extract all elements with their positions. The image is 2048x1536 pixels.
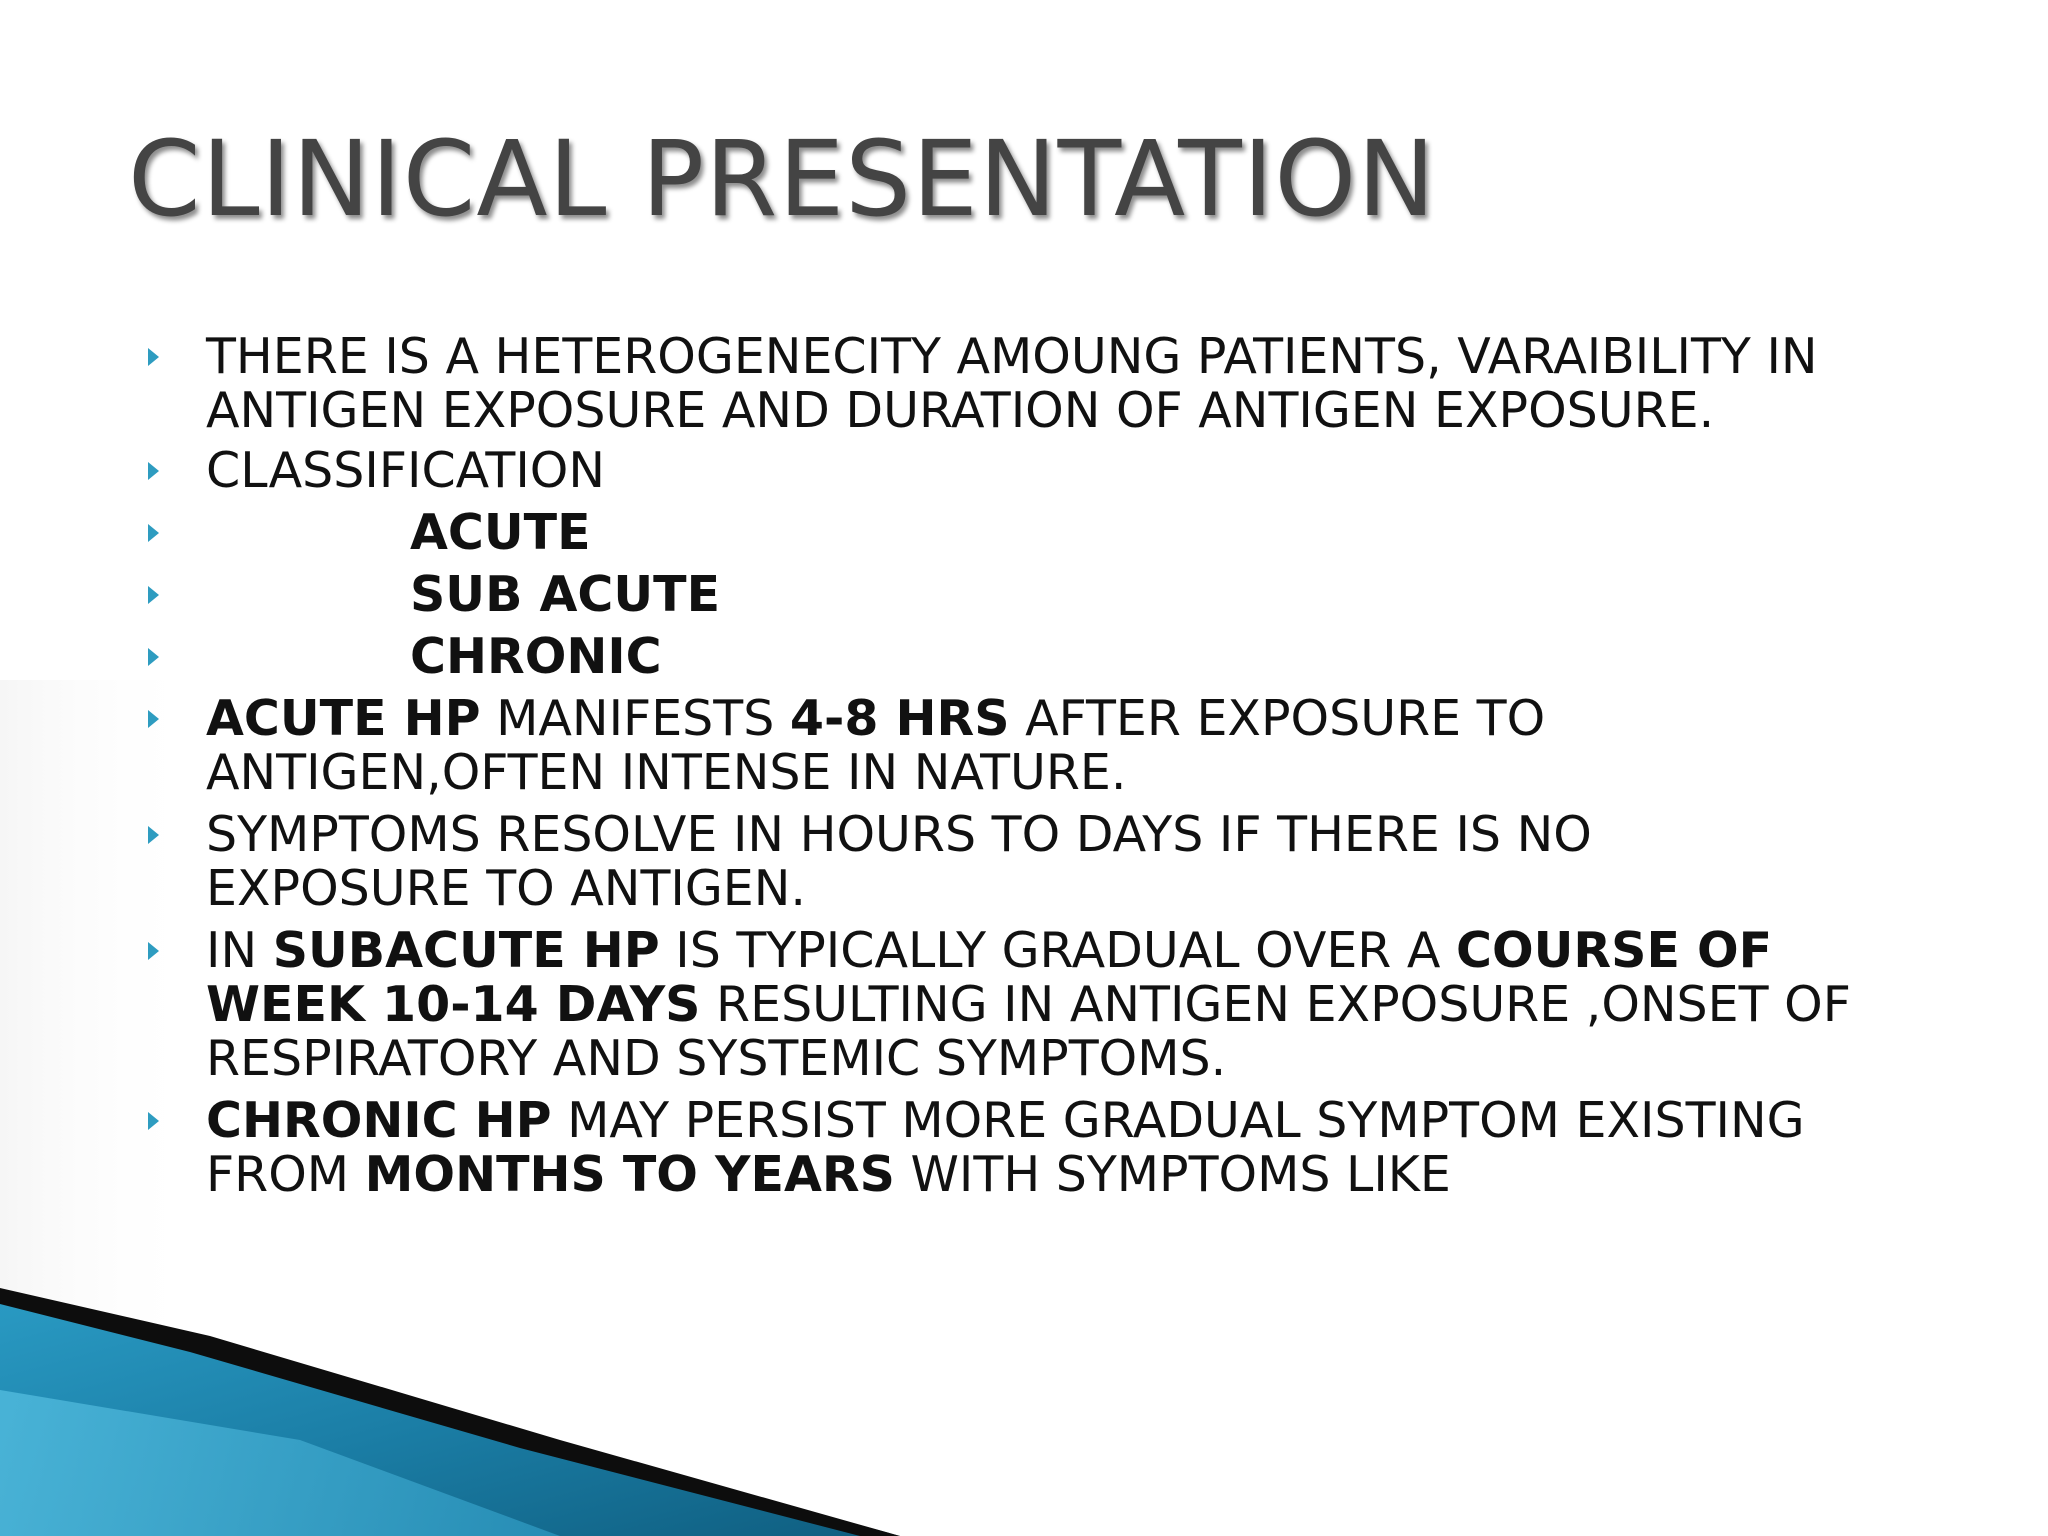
triangle-bullet-icon	[148, 1112, 159, 1130]
bullet-segment: THERE IS A HETEROGENECITY AMOUNG PATIENTS, VARAIBILITY IN ANTIGEN EXPOSURE AND DURATION OF ANTIGEN EXPOSURE.	[206, 328, 1818, 439]
bullet-text	[206, 692, 1966, 800]
bullet-text	[206, 330, 1966, 438]
bullet-segment: IS TYPICALLY GRADUAL OVER A	[659, 922, 1457, 979]
triangle-bullet-icon	[148, 348, 159, 366]
bullet-segment: ACUTE	[410, 504, 591, 561]
bullet-segment: 4-8 HRS	[789, 690, 1010, 747]
triangle-bullet-icon	[148, 648, 159, 666]
bullet-text	[206, 808, 1966, 916]
bullet-segment: MAY PERSIST MORE GRADUAL SYMPTOM EXISTING FROM	[206, 1092, 1805, 1203]
triangle-bullet-icon	[148, 524, 159, 542]
bullet-text	[410, 568, 2048, 622]
slide-title: CLINICAL PRESENTATION	[128, 118, 1437, 240]
triangle-bullet-icon	[148, 710, 159, 728]
bullet-segment: IN	[206, 922, 273, 979]
bullet-segment: SUB ACUTE	[410, 566, 721, 623]
bullet-text	[410, 630, 2048, 684]
bullet-segment: CLASSIFICATION	[206, 442, 605, 499]
bullet-segment: CHRONIC	[410, 628, 662, 685]
bullet-segment: AFTER EXPOSURE TO ANTIGEN,OFTEN INTENSE IN NATURE.	[206, 690, 1546, 801]
bullet-text	[410, 506, 2048, 560]
bullet-segment: ACUTE HP	[206, 690, 481, 747]
triangle-bullet-icon	[148, 462, 159, 480]
bullet-segment: MONTHS TO YEARS	[364, 1146, 895, 1203]
triangle-bullet-icon	[148, 586, 159, 604]
bullet-segment: COURSE OF WEEK 10-14 DAYS	[206, 922, 1773, 1033]
triangle-bullet-icon	[148, 826, 159, 844]
bullet-segment: SUBACUTE HP	[272, 922, 660, 979]
bullet-text	[206, 444, 1966, 498]
bullet-segment: MANIFESTS	[480, 690, 790, 747]
bullet-segment: WITH SYMPTOMS LIKE	[894, 1146, 1451, 1203]
bullet-text	[206, 1094, 1966, 1202]
bullet-segment: RESULTING IN ANTIGEN EXPOSURE ,ONSET OF RESPIRATORY AND SYSTEMIC SYMPTOMS.	[206, 976, 1851, 1087]
bullet-segment: SYMPTOMS RESOLVE IN HOURS TO DAYS IF THERE IS NO EXPOSURE TO ANTIGEN.	[206, 806, 1592, 917]
bullet-segment: CHRONIC HP	[206, 1092, 552, 1149]
bullet-text	[206, 924, 1966, 1086]
triangle-bullet-icon	[148, 942, 159, 960]
